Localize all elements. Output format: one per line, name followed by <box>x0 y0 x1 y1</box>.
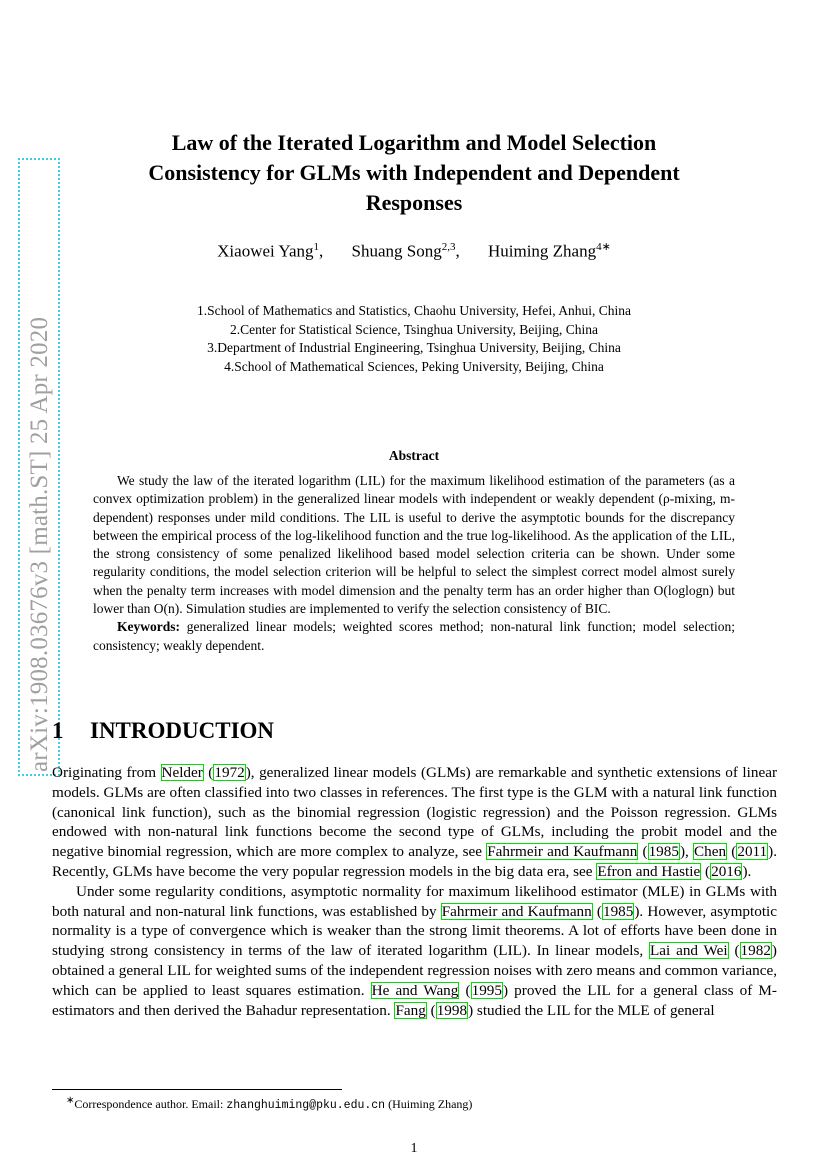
author: Shuang Song$^{2,3}$, <box>351 241 460 261</box>
citation-link[interactable]: 2016 <box>711 862 742 880</box>
section-title: INTRODUCTION <box>90 718 275 743</box>
citation-link[interactable]: 1972 <box>214 764 245 781</box>
page-number: 1 <box>410 1141 418 1156</box>
abstract-body <box>93 472 735 655</box>
author: Xiaowei Yang$^1$, <box>217 241 324 261</box>
section-number: 1 <box>52 718 64 743</box>
affiliation: 4.School of Mathematical Sciences, Peking University, Beijing, China <box>224 358 604 374</box>
citation-link[interactable]: 2011 <box>737 843 768 861</box>
author-list <box>60 240 768 262</box>
introduction-body <box>52 763 777 1020</box>
abstract-text: We study the law of the iterated logarithm (LIL) for the maximum likelihood estimation of the parameters (as a convex optimization problem) in the generalized linear models with independent or weakly dependent (ρ-mixing, m-dependent) responses under mild conditions. The LIL is useful to derive the asymptotic bounds for the discrepancy between the empirical process of the log-likelihood function and the true log-likelihood. As the application of the LIL, the strong consistency of some penalized likelihood based model selection criteria can be shown. Under some regularity conditions, the model selection criterion will be helpful to select the simplest correct model almost surely when the penalty term increases with model dimension and the penalty term has an order higher than O(loglogn) but lower than O(n). Simulation studies are implemented to verify the selection consistency of BIC. <box>93 473 735 617</box>
title-line: Responses <box>365 190 463 215</box>
citation-link[interactable]: Chen <box>694 843 727 861</box>
keywords <box>93 618 735 655</box>
section-heading <box>52 718 274 744</box>
citation-link[interactable]: Fang <box>395 1001 426 1019</box>
abstract-heading: Abstract <box>388 448 440 463</box>
citation-link[interactable]: Fahrmeir and Kaufmann <box>487 843 638 861</box>
citation-link[interactable]: 1985 <box>602 902 634 920</box>
paragraph: Under some regularity conditions, asymptotic normality for maximum likelihood estimator (MLE) in GLMs with both natural and non-natural link functions, was established by Fahrmeir and Kaufmann (1985). However, asymptotic normality is a type of convergence which is weaker than the strong limit theorems. A lot of efforts have been done in studying strong consistency in terms of the law of iterated logarithm (LIL). In linear models, Lai and Wei (1982) obtained a general LIL for weighted sums of the independent regression noises with zero means and common variance, which can be applied to least squares estimation. He and Wang (1995) proved the LIL for a general class of M-estimators and then derived the Bahadur representation. Fang (1998) studied the LIL for the MLE of general <box>52 882 778 1019</box>
email-address: zhanghuiming@pku.edu.cn <box>226 1099 386 1112</box>
affiliation: 3.Department of Industrial Engineering, Tsinghua University, Beijing, China <box>207 340 621 355</box>
citation-link[interactable]: Fahrmeir and Kaufmann <box>441 902 592 920</box>
arxiv-identifier: arXiv:1908.03676v3 [math.ST] 25 Apr 2020 <box>26 316 53 772</box>
paper-title <box>60 128 768 218</box>
footnote-divider <box>52 1089 342 1090</box>
footnote-mark: ∗ <box>66 1095 75 1106</box>
citation-link[interactable]: 1985 <box>648 843 679 861</box>
citation-link[interactable]: Nelder <box>161 764 203 781</box>
footnote: ∗Correspondence author. Email: zhanghuiming@pku.edu.cn (Huiming Zhang) <box>66 1095 473 1112</box>
title-line: Consistency for GLMs with Independent and Dependent <box>148 160 680 185</box>
citation-link[interactable]: Lai and Wei <box>650 942 728 960</box>
affiliation-list <box>60 302 768 376</box>
keywords-label: Keywords: <box>117 619 180 635</box>
affiliation: 2.Center for Statistical Science, Tsinghua University, Beijing, China <box>230 321 598 337</box>
paragraph: Originating from Nelder (1972), generalized linear models (GLMs) are remarkable and synthetic extensions of linear models. GLMs are often classified into two classes in references. The first type is the GLM with a natural link function (canonical link function), such as the binomial regression (logistic regression) and the Poisson regression. GLMs endowed with non-natural link functions become the second type of GLMs, including the probit model and the negative binomial regression, which are more complex to analyze, see Fahrmeir and Kaufmann (1985), Chen (2011). Recently, GLMs have become the very popular regression models in the big data era, see Efron and Hastie (2016). <box>52 764 778 880</box>
author: Huiming Zhang$^{4∗}$ <box>487 241 611 261</box>
citation-link[interactable]: Efron and Hastie <box>597 862 701 880</box>
citation-link[interactable]: He and Wang <box>371 981 459 999</box>
citation-link[interactable]: 1998 <box>436 1001 468 1019</box>
affiliation: 1.School of Mathematics and Statistics, Chaohu University, Hefei, Anhui, China <box>196 303 632 318</box>
citation-link[interactable]: 1995 <box>471 981 502 999</box>
keywords-text: generalized linear models; weighted scores method; non-natural link function; model selection; consistency; weakly dependent. <box>93 619 735 653</box>
title-line: Law of the Iterated Logarithm and Model Selection <box>171 130 657 155</box>
citation-link[interactable]: 1982 <box>740 942 771 960</box>
